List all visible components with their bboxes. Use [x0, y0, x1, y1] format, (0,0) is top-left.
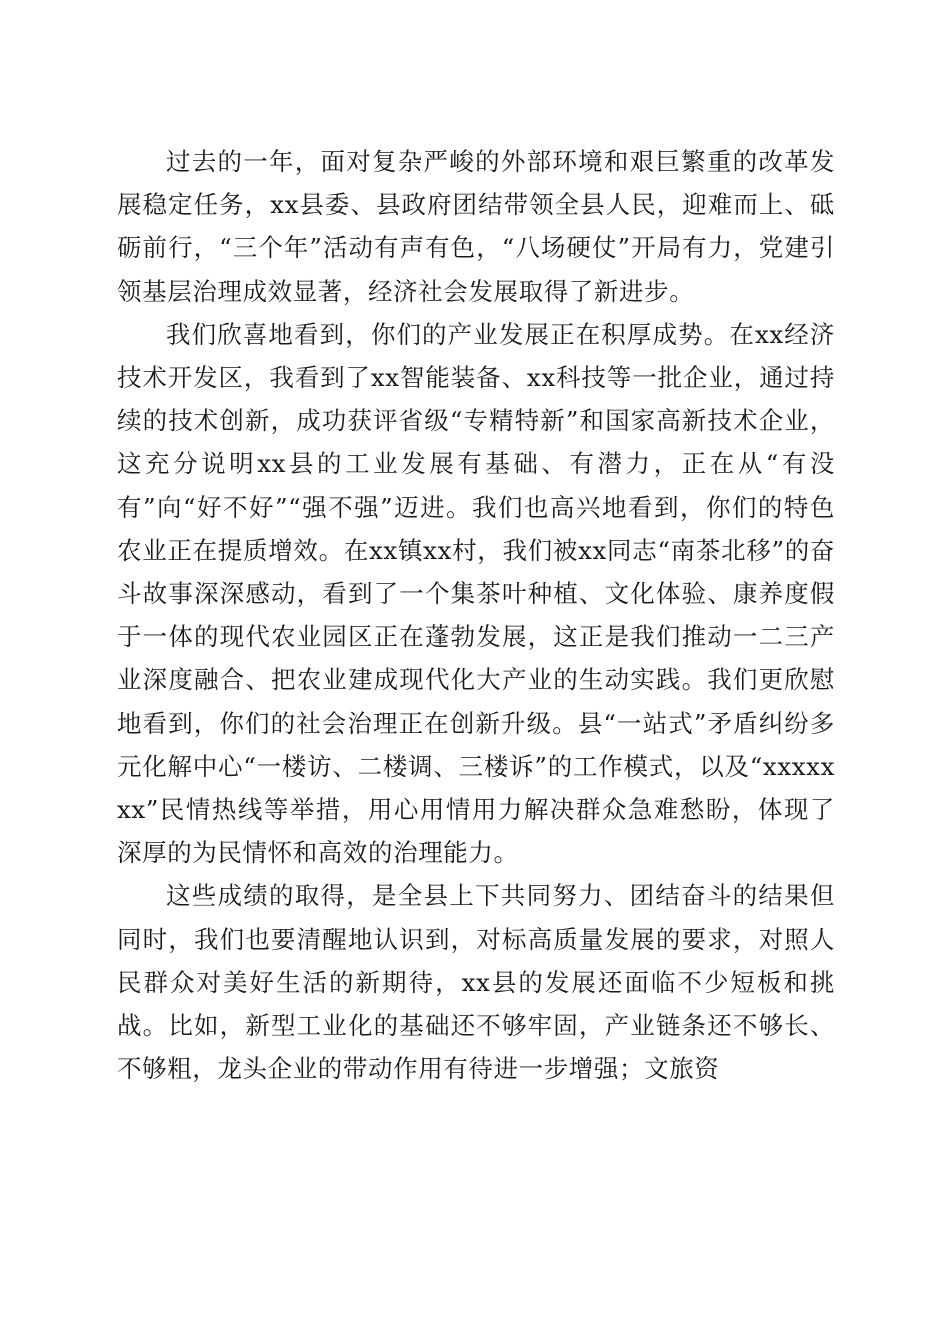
paragraph-2: 我们欣喜地看到，你们的产业发展正在积厚成势。在xx经济技术开发区，我看到了xx智能装备、xx科技等一批企业，通过持续的技术创新，成功获评省级“专精特新”和国家高新技术企业，这充分说明xx县的工业发展有基础、有潜力，正在从“有没有”向“好不好”“强不强”迈进。我们也高兴地看到，你们的特色农业正在提质增效。在xx镇xx村，我们被xx同志“南茶北移”的奋斗故事深深感动，看到了一个集茶叶种植、文化体验、康养度假于一体的现代农业园区正在蓬勃发展，这正是我们推动一二三产业深度融合、把农业建成现代化大产业的生动实践。我们更欣慰地看到，你们的社会治理正在创新升级。县“一站式”矛盾纠纷多元化解中心“一楼访、二楼调、三楼诉”的工作模式，以及“xxxxxxx”民情热线等举措，用心用情用力解决群众急难愁盼，体现了深厚的为民情怀和高效的治理能力。 — [117, 319, 835, 868]
paragraph-1: 过去的一年，面对复杂严峻的外部环境和艰巨繁重的改革发展稳定任务，xx县委、县政府团结带领全县人民，迎难而上、砥砺前行，“三个年”活动有声有色，“八场硬仗”开局有力，党建引领基层治理成效显著，经济社会发展取得了新进步。 — [117, 147, 835, 306]
document-body — [117, 140, 835, 1090]
paragraph-3: 这些成绩的取得，是全县上下共同努力、团结奋斗的结果但同时，我们也要清醒地认识到，对标高质量发展的要求，对照人民群众对美好生活的新期待，xx县的发展还面临不少短板和挑战。比如，新型工业化的基础还不够牢固，产业链条还不够长、不够粗，龙头企业的带动作用有待进一步增强；文旅资 — [117, 881, 835, 1084]
